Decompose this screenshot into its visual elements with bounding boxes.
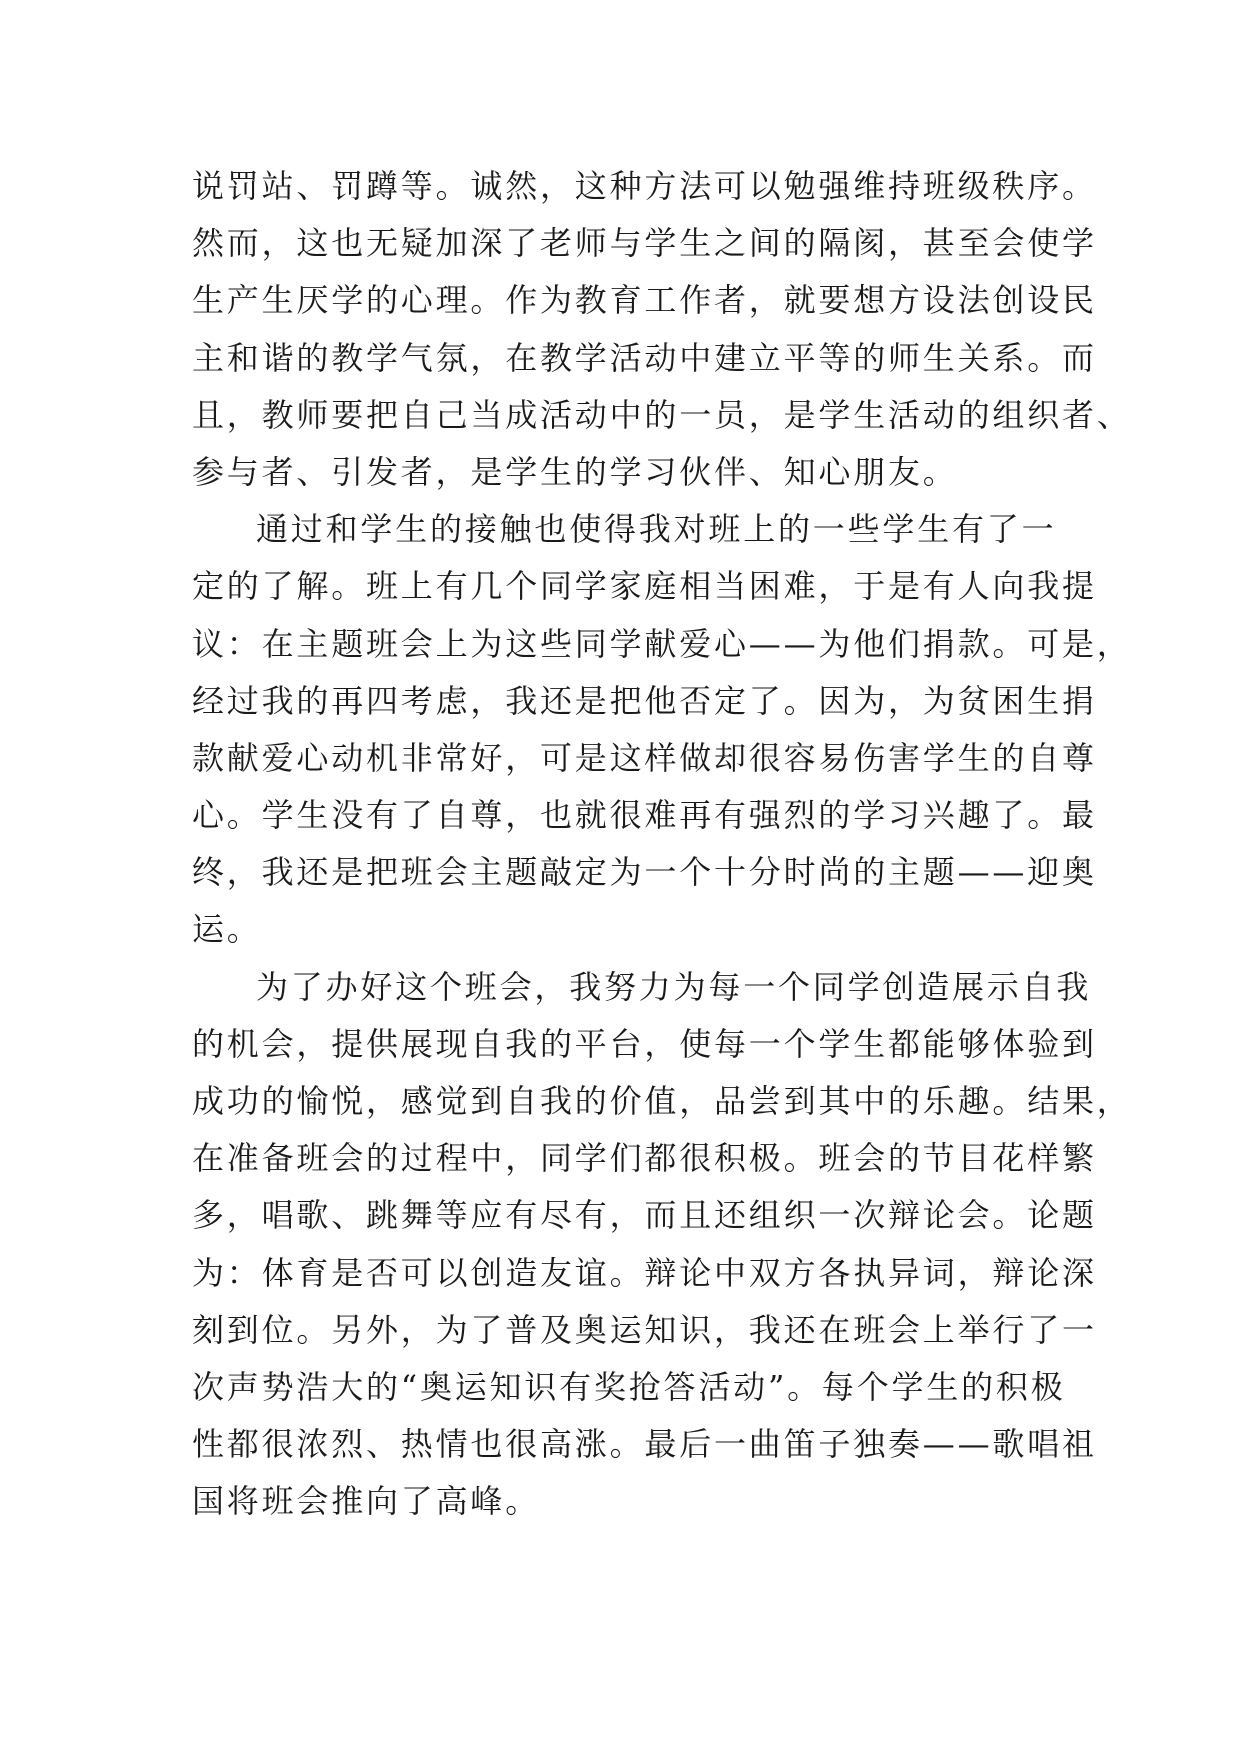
text-line: 心。学生没有了自尊，也就很难再有强烈的学习兴趣了。最	[192, 796, 1097, 835]
text-line: 的机会，提供展现自我的平台，使每一个学生都能够体验到	[192, 1024, 1097, 1063]
text-line: 运。	[192, 910, 262, 949]
document-body	[192, 158, 1132, 1531]
text-line: 经过我的再四考虑，我还是把他否定了。因为，为贫困生捐	[192, 681, 1097, 720]
text-line: 性都很浓烈、热情也很高涨。最后一曲笛子独奏——歌唱祖	[192, 1425, 1097, 1464]
text-line: 定的了解。班上有几个同学家庭相当困难，于是有人向我提	[192, 567, 1097, 606]
text-line: 刻到位。另外，为了普及奥运知识，我还在班会上举行了一	[192, 1310, 1097, 1349]
text-line: 为：体育是否可以创造友谊。辩论中双方各执异词，辩论深	[192, 1253, 1097, 1292]
text-line: 次声势浩大的“奥运知识有奖抢答活动”。每个学生的积极	[192, 1367, 1066, 1406]
text-line: 然而，这也无疑加深了老师与学生之间的隔阂，甚至会使学	[192, 224, 1097, 263]
text-line: 为了办好这个班会，我努力为每一个同学创造展示自我	[256, 967, 1092, 1006]
text-line: 多，唱歌、跳舞等应有尽有，而且还组织一次辩论会。论题	[192, 1196, 1097, 1235]
text-line: 国将班会推向了高峰。	[192, 1482, 541, 1521]
text-line: 参与者、引发者，是学生的学习伙伴、知心朋友。	[192, 452, 958, 491]
text-line: 通过和学生的接触也使得我对班上的一些学生有了一	[256, 510, 1057, 549]
text-line: 说罚站、罚蹲等。诚然，这种方法可以勉强维持班级秩序。	[192, 167, 1097, 205]
text-line: 终，我还是把班会主题敲定为一个十分时尚的主题——迎奥	[192, 853, 1097, 892]
text-line: 在准备班会的过程中，同学们都很积极。班会的节目花样繁	[192, 1139, 1097, 1178]
text-line: 主和谐的教学气氛，在教学活动中建立平等的师生关系。而	[192, 338, 1097, 377]
text-line: 议：在主题班会上为这些同学献爱心——为他们捐款。可是，	[192, 624, 1132, 663]
text-line: 款献爱心动机非常好，可是这样做却很容易伤害学生的自尊	[192, 738, 1097, 777]
text-line: 生产生厌学的心理。作为教育工作者，就要想方设法创设民	[192, 281, 1097, 320]
text-line: 成功的愉悦，感觉到自我的价值，品尝到其中的乐趣。结果，	[192, 1082, 1132, 1120]
text-line: 且，教师要把自己当成活动中的一员，是学生活动的组织者、	[192, 395, 1132, 434]
